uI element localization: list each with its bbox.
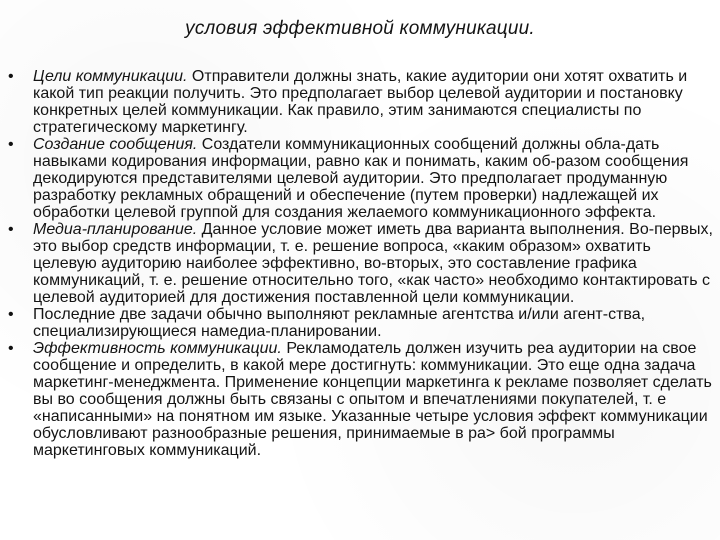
bullet-lead: Медиа-планирование. <box>33 221 198 238</box>
bullet-marker: • <box>8 340 14 357</box>
bullet-item-agencies <box>8 306 713 340</box>
bullet-lead: Эффективность коммуникации. <box>33 340 282 357</box>
bullet-marker: • <box>8 306 14 323</box>
bullet-list <box>8 68 713 459</box>
bullet-marker: • <box>8 221 14 238</box>
slide-title: условия эффективной коммуникации. <box>185 18 535 39</box>
bullet-body <box>33 221 713 306</box>
bullet-lead: Создание сообщения. <box>33 136 198 153</box>
bullet-body <box>33 136 713 221</box>
bullet-marker: • <box>8 68 14 85</box>
bullet-body <box>33 340 713 459</box>
bullet-item-message-creation <box>8 136 713 221</box>
bullet-text: Данное условие может иметь два варианта выполнения. Во-первых, это выбор средств информации, т. е. решение вопроса, «каким образом» охватить целевую аудиторию наиболее эффективно, во-вторых, это составление графика коммуникаций, т. е. решение относительно того, «как часто» необходимо контактировать с целевой аудиторией для достижения поставленной цели коммуникации. <box>33 221 713 306</box>
bullet-item-media-planning <box>8 221 713 306</box>
bullet-item-goals <box>8 68 713 136</box>
bullet-body <box>33 306 713 340</box>
bullet-marker: • <box>8 136 14 153</box>
bullet-text: Отправители должны знать, какие аудитории они хотят охватить и какой тип реакции получить. Это предполагает выбор целевой аудитории и постановку конкретных целей коммуникации. Как правило, этим занимаются специалисты по стратегическому маркетингу. <box>33 68 688 136</box>
bullet-text: Создатели коммуникационных сообщений должны обла-дать навыками кодирования информации, равно как и понимать, каким об-разом сообщения декодируются представителями целевой аудитории. Это предполагает продуманную разработку рекламных обращений и обеспечение (путем проверки) надлежащей их обработки целевой группой для создания желаемого коммуникационного эффекта. <box>33 136 689 221</box>
bullet-text: Последние две задачи обычно выполняют рекламные агентства и/или агент-ства, специализирующиеся намедиа-планировании. <box>33 306 646 340</box>
bullet-item-effectiveness <box>8 340 713 459</box>
bullet-text: Рекламодатель должен изучить реа аудитории на свое сообщение и определить, в какой мере достигнуть: коммуникации. Это еще одна задача маркетинг-менеджмента. Применение концепции маркетинга к рекламе позволяет сделать вы во сообщения должны быть связаны с опытом и впечатлениями покупателей, т. е «написанными» на понятном им языке. Указанные четыре условия эффект коммуникации обусловливают разнообразные решения, принимаемые в ра> бой программы маркетинговых коммуникаций. <box>33 340 712 459</box>
bullet-body <box>33 68 713 136</box>
bullet-lead: Цели коммуникации. <box>33 68 188 85</box>
